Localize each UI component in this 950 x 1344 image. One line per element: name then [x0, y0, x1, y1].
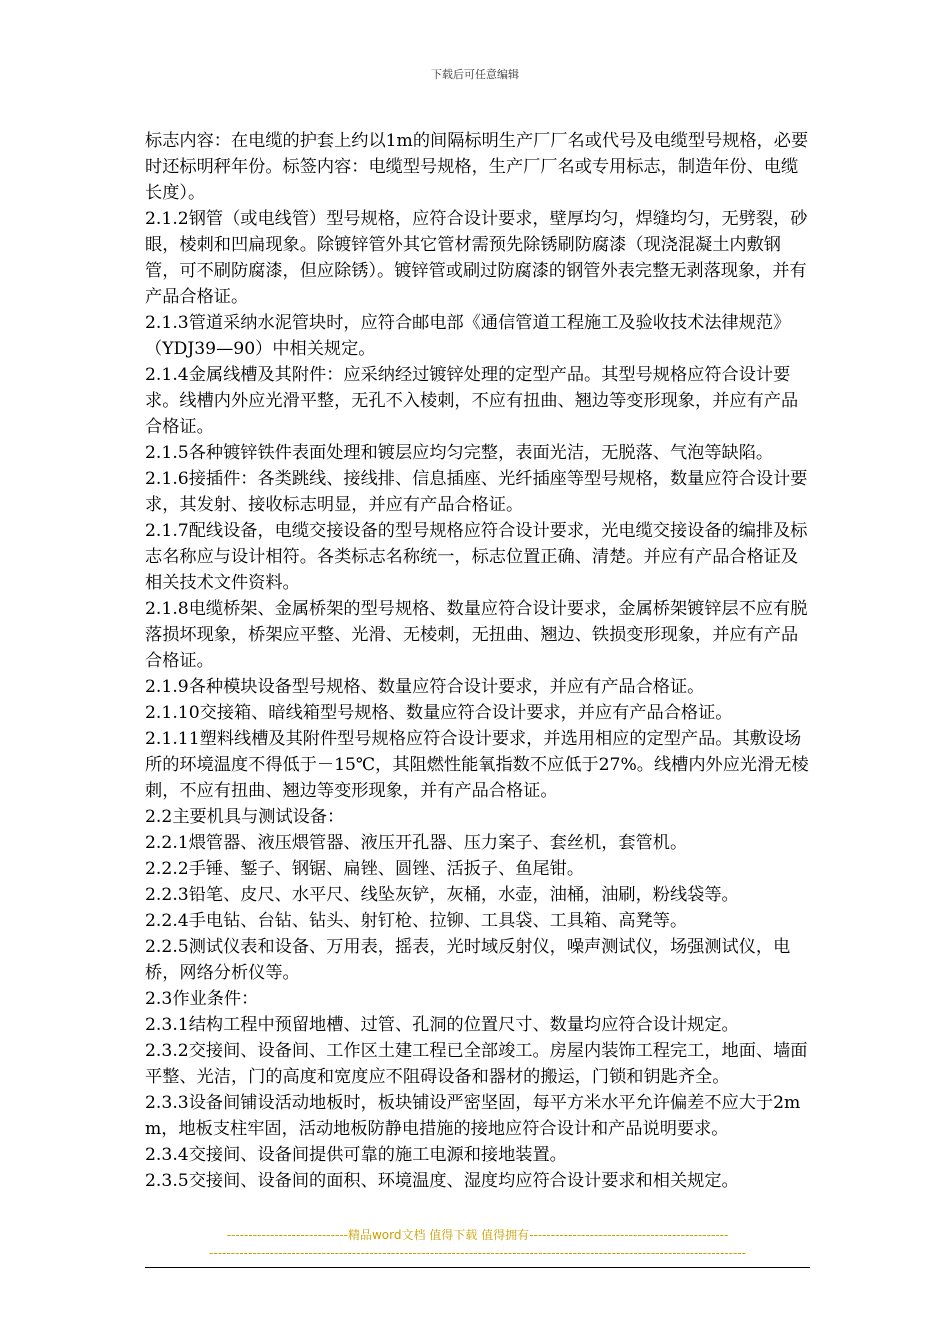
paragraph: 标志内容：在电缆的护套上约以1m的间隔标明生产厂厂名或代号及电缆型号规格，必要时还标明秤年份。标签内容：电缆型号规格，生产厂厂名或专用标志，制造年份、电缆长度）。: [145, 131, 809, 203]
paragraph: 2.3.3设备间铺设活动地板时，板块铺设严密坚固，每平方米水平允许偏差不应大于2mm，地板支柱牢固，活动地板防静电措施的接地应符合设计和产品说明要求。: [145, 1093, 801, 1139]
paragraph: 2.1.11塑料线槽及其附件型号规格应符合设计要求，并选用相应的定型产品。其敷设场所的环境温度不得低于－15℃，其阻燃性能氧指数不应低于27%。线槽内外应光滑无棱刺，不应有扭曲、翘边等变形现象，并有产品合格证。: [145, 729, 809, 801]
paragraph: 2.1.3管道采纳水泥管块时，应符合邮电部《通信管道工程施工及验收技术法律规范》（YDJ39—90）中相关规定。: [145, 313, 791, 359]
paragraph: 2.1.5各种镀锌铁件表面处理和镀层应均匀完整，表面光洁，无脱落、气泡等缺陷。: [145, 443, 774, 463]
footer-dashes: ----------------------------------------------------------------------------------------------------------------------------: [209, 1246, 746, 1260]
paragraph: 2.1.9各种模块设备型号规格、数量应符合设计要求，并应有产品合格证。: [145, 677, 705, 697]
page-footer: [145, 1227, 810, 1268]
paragraph: 2.2.4手电钻、台钻、钻头、射钉枪、拉铆、工具袋、工具箱、高凳等。: [145, 911, 688, 931]
paragraph: 2.3.4交接间、设备间提供可靠的施工电源和接地装置。: [145, 1145, 567, 1165]
paragraph: 2.1.4金属线槽及其附件：应采纳经过镀锌处理的定型产品。其型号规格应符合设计要求。线槽内外应光滑平整，无孔不入棱刺，不应有扭曲、翘边等变形现象，并应有产品合格证。: [145, 365, 799, 437]
paragraph: 2.3.2交接间、设备间、工作区土建工程已全部竣工。房屋内装饰工程完工，地面、墙面平整、光洁，门的高度和宽度应不阻碍设备和器材的搬运，门锁和钥匙齐全。: [145, 1041, 808, 1087]
footer-banner: ----------------------------精品word文档 值得下载 值得拥有----------------------------------------------: [226, 1228, 729, 1242]
paragraph: 2.3.1结构工程中预留地槽、过管、孔洞的位置尺寸、数量均应符合设计规定。: [145, 1015, 739, 1035]
header-note: 下载后可任意编辑: [431, 68, 519, 81]
paragraph: 2.2.2手锤、錾子、钢锯、扁锉、圆锉、活扳子、鱼尾钳。: [145, 859, 585, 879]
section-heading: 2.3作业条件：: [145, 989, 259, 1009]
paragraph: 2.1.8电缆桥架、金属桥架的型号规格、数量应符合设计要求，金属桥架镀锌层不应有脱落损坏现象，桥架应平整、光滑、无棱刺，无扭曲、翘边、铁损变形现象，并应有产品合格证。: [145, 599, 808, 671]
paragraph: 2.1.10交接箱、暗线箱型号规格、数量应符合设计要求，并应有产品合格证。: [145, 703, 733, 723]
paragraph: 2.1.6接插件：各类跳线、接线排、信息插座、光纤插座等型号规格，数量应符合设计要求，其发射、接收标志明显，并应有产品合格证。: [145, 469, 808, 515]
paragraph: 2.2.3铅笔、皮尺、水平尺、线坠灰铲，灰桶，水壶，油桶，油刷，粉线袋等。: [145, 885, 739, 905]
paragraph: 2.2.1煨管器、液压煨管器、液压开孔器、压力案子、套丝机，套管机。: [145, 833, 688, 853]
paragraph: 2.2.5测试仪表和设备、万用表，摇表，光时域反射仪，噪声测试仪，场强测试仪，电桥，网络分析仪等。: [145, 937, 791, 983]
paragraph: 2.1.7配线设备，电缆交接设备的型号规格应符合设计要求，光电缆交接设备的编排及标志名称应与设计相符。各类标志名称统一，标志位置正确、清楚。并应有产品合格证及相关技术文件资料。: [145, 521, 808, 593]
section-heading: 2.2主要机具与测试设备：: [145, 807, 345, 827]
paragraph: 2.1.2钢管（或电线管）型号规格，应符合设计要求，壁厚均匀，焊缝均匀，无劈裂，砂眼，棱刺和凹扁现象。除镀锌管外其它管材需预先除锈刷防腐漆（现浇混凝土内敷钢管，可不刷防腐漆，但应除锈）。镀锌管或刷过防腐漆的钢管外表完整无剥落现象，并有产品合格证。: [145, 209, 808, 307]
paragraph: 2.3.5交接间、设备间的面积、环境温度、湿度均应符合设计要求和相关规定。: [145, 1171, 739, 1191]
document-body: [145, 128, 810, 1194]
footer-divider: [145, 1267, 810, 1268]
